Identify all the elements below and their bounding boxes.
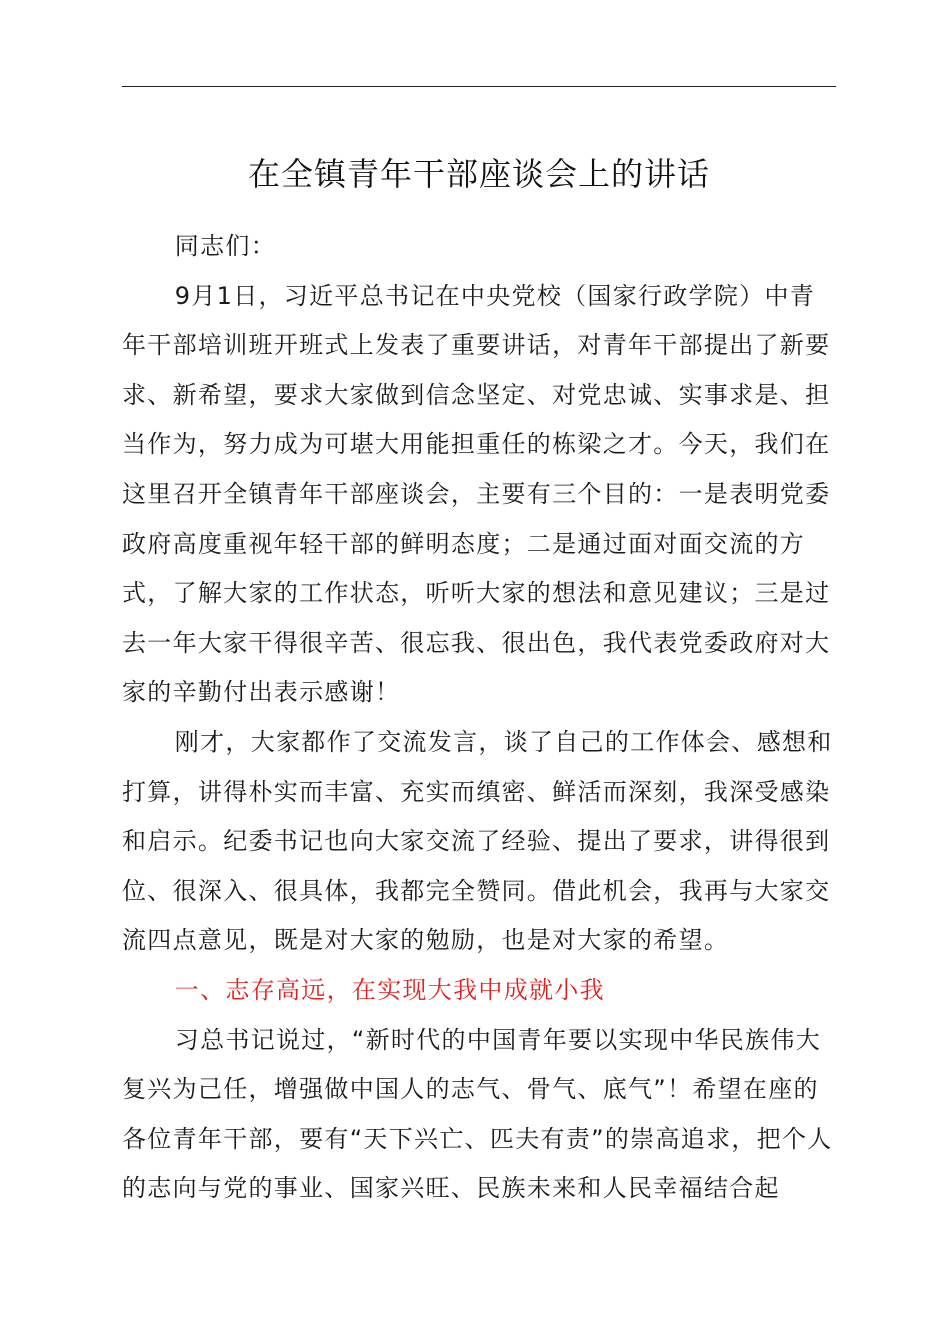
section-heading: 一、志存高远，在实现大我中成就小我	[174, 975, 605, 1004]
paragraph: 习总书记说过，“新时代的中国青年要以实现中华民族伟大复兴为己任，增强做中国人的志气、骨气、底气”！希望在座的各位青年干部，要有“天下兴亡、匹夫有责”的崇高追求，把个人的志向与党的事业、国家兴旺、民族未来和人民幸福结合起	[122, 1025, 833, 1203]
document-body	[122, 222, 838, 1214]
salutation: 同志们：	[174, 232, 276, 260]
paragraph: 刚才，大家都作了交流发言，谈了自己的工作体会、感想和打算，讲得朴实而丰富、充实而缜密、鲜活而深刻，我深受感染和启示。纪委书记也向大家交流了经验、提出了要求，讲得很到位、很深入、很具体，我都完全赞同。借此机会，我再与大家交流四点意见，既是对大家的勉励，也是对大家的希望。	[122, 727, 833, 955]
paragraph: 9月1日，习近平总书记在中央党校（国家行政学院）中青年干部培训班开班式上发表了重要讲话，对青年干部提出了新要求、新希望，要求大家做到信念坚定、对党忠诚、实事求是、担当作为，努力成为可堪大用能担重任的栋梁之才。今天，我们在这里召开全镇青年干部座谈会，主要有三个目的：一是表明党委政府高度重视年轻干部的鲜明态度；二是通过面对面交流的方式，了解大家的工作状态，听听大家的想法和意见建议；三是过去一年大家干得很辛苦、很忘我、很出色，我代表党委政府对大家的辛勤付出表示感谢！	[122, 281, 831, 707]
document-title: 在全镇青年干部座谈会上的讲话	[247, 155, 710, 193]
header-rule	[122, 86, 836, 87]
